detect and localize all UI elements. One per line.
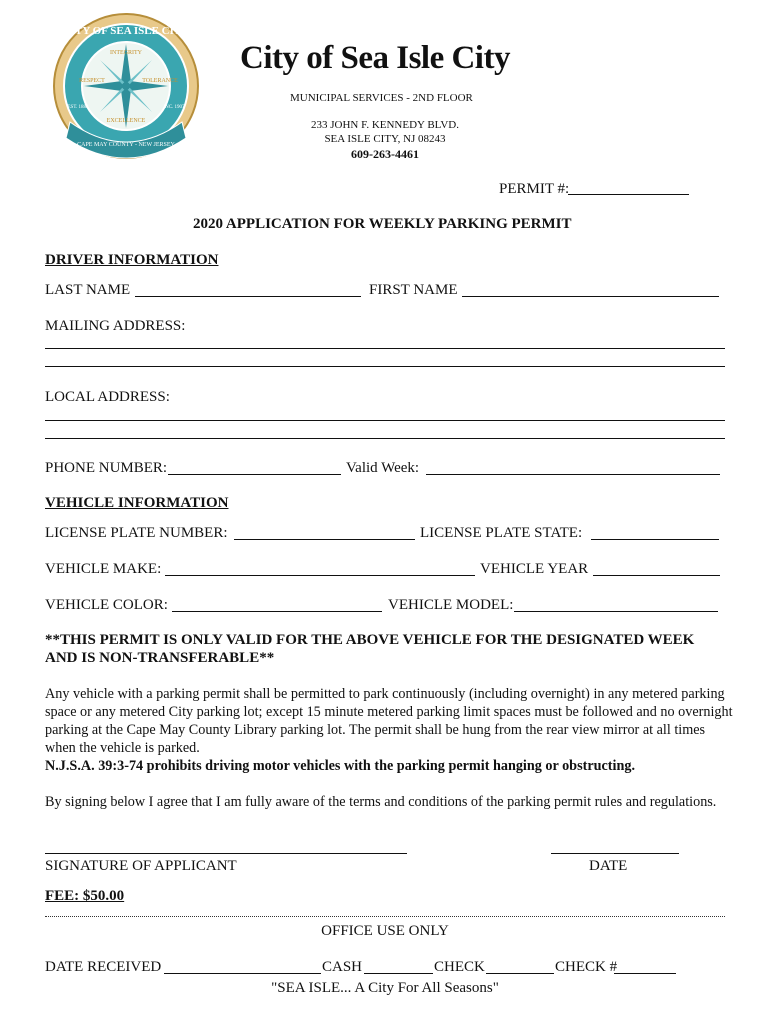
date-received-field[interactable] xyxy=(164,973,321,974)
check-field[interactable] xyxy=(486,973,554,974)
first-name-field[interactable] xyxy=(462,296,719,297)
local-address-field-2[interactable] xyxy=(45,438,725,439)
valid-week-field[interactable] xyxy=(426,474,720,475)
fee-amount: FEE: $50.00 xyxy=(45,888,125,904)
page-title: City of Sea Isle City xyxy=(240,40,510,76)
office-divider xyxy=(45,916,725,917)
date-label: DATE xyxy=(589,858,628,874)
last-name-label: LAST NAME xyxy=(45,282,131,298)
check-number-field[interactable] xyxy=(614,973,676,974)
terms-paragraph: Any vehicle with a parking permit shall be permitted to park continuously (including overnight) in any metered parking space or any metered City parking lot; except 15 minute metered parking limit spaces must be followed and no overnight parking at the Cape May County Library parking lot. The permit shall be hung from the rear view mirror at all times when the vehicle is parked. xyxy=(45,686,733,756)
check-number-label: CHECK # xyxy=(555,959,618,975)
office-use-heading: OFFICE USE ONLY xyxy=(321,923,449,939)
seal-ring-text: CITY OF SEA ISLE CITY xyxy=(62,25,190,37)
valid-week-label: Valid Week: xyxy=(346,460,420,476)
address-line-2: SEA ISLE CITY, NJ 08243 xyxy=(324,133,446,145)
local-address-field-1[interactable] xyxy=(45,420,725,421)
seal-value-respect: RESPECT xyxy=(79,78,105,84)
footer-slogan: "SEA ISLE... A City For All Seasons" xyxy=(271,980,499,996)
seal-value-excellence: EXCELLENCE xyxy=(106,118,146,124)
mailing-address-field-1[interactable] xyxy=(45,348,725,349)
vehicle-model-label: VEHICLE MODEL: xyxy=(388,597,514,613)
vehicle-make-label: VEHICLE MAKE: xyxy=(45,561,162,577)
agreement-paragraph: By signing below I agree that I am fully aware of the terms and conditions of the parking permit rules and regulations. xyxy=(45,794,717,810)
signature-label: SIGNATURE OF APPLICANT xyxy=(45,858,237,874)
check-label: CHECK xyxy=(434,959,485,975)
department-line: MUNICIPAL SERVICES - 2ND FLOOR xyxy=(290,92,473,104)
city-seal-logo xyxy=(52,12,200,160)
vehicle-make-field[interactable] xyxy=(165,575,475,576)
license-plate-state-label: LICENSE PLATE STATE: xyxy=(420,525,583,541)
form-title: 2020 APPLICATION FOR WEEKLY PARKING PERMIT xyxy=(193,216,572,232)
non-transferable-notice-line-1: **THIS PERMIT IS ONLY VALID FOR THE ABOVE VEHICLE FOR THE DESIGNATED WEEK xyxy=(45,632,695,648)
non-transferable-notice-line-2: AND IS NON-TRANSFERABLE** xyxy=(45,650,275,666)
date-received-label: DATE RECEIVED xyxy=(45,959,162,975)
permit-number-field[interactable] xyxy=(568,194,689,195)
seal-value-integrity: INTEGRITY xyxy=(110,50,142,56)
cash-field[interactable] xyxy=(364,973,433,974)
vehicle-year-field[interactable] xyxy=(593,575,720,576)
mailing-address-label: MAILING ADDRESS: xyxy=(45,318,186,334)
phone-number-label: PHONE NUMBER: xyxy=(45,460,168,476)
mailing-address-field-2[interactable] xyxy=(45,366,725,367)
permit-number-label: PERMIT #: xyxy=(499,181,570,197)
seal-inc: INC. 1907 xyxy=(163,105,185,110)
vehicle-year-label: VEHICLE YEAR xyxy=(480,561,589,577)
header-phone: 609-263-4461 xyxy=(351,147,419,161)
phone-number-field[interactable] xyxy=(168,474,341,475)
signature-field[interactable] xyxy=(45,853,407,854)
vehicle-model-field[interactable] xyxy=(514,611,718,612)
license-plate-state-field[interactable] xyxy=(591,539,719,540)
statute-notice: N.J.S.A. 39:3-74 prohibits driving motor vehicles with the parking permit hanging or obstructing. xyxy=(45,758,635,774)
vehicle-color-field[interactable] xyxy=(172,611,382,612)
license-plate-number-field[interactable] xyxy=(234,539,415,540)
vehicle-info-heading: VEHICLE INFORMATION xyxy=(45,495,229,511)
last-name-field[interactable] xyxy=(135,296,361,297)
seal-est: EST. 1882 xyxy=(67,105,89,110)
seal-value-tolerance: TOLERANCE xyxy=(142,78,178,84)
address-line-1: 233 JOHN F. KENNEDY BLVD. xyxy=(310,119,460,131)
date-field[interactable] xyxy=(551,853,679,854)
local-address-label: LOCAL ADDRESS: xyxy=(45,389,170,405)
license-plate-number-label: LICENSE PLATE NUMBER: xyxy=(45,525,228,541)
driver-info-heading: DRIVER INFORMATION xyxy=(45,252,219,268)
vehicle-color-label: VEHICLE COLOR: xyxy=(45,597,168,613)
first-name-label: FIRST NAME xyxy=(369,282,458,298)
cash-label: CASH xyxy=(322,959,363,975)
seal-banner-text: CAPE MAY COUNTY - NEW JERSEY xyxy=(77,142,175,148)
